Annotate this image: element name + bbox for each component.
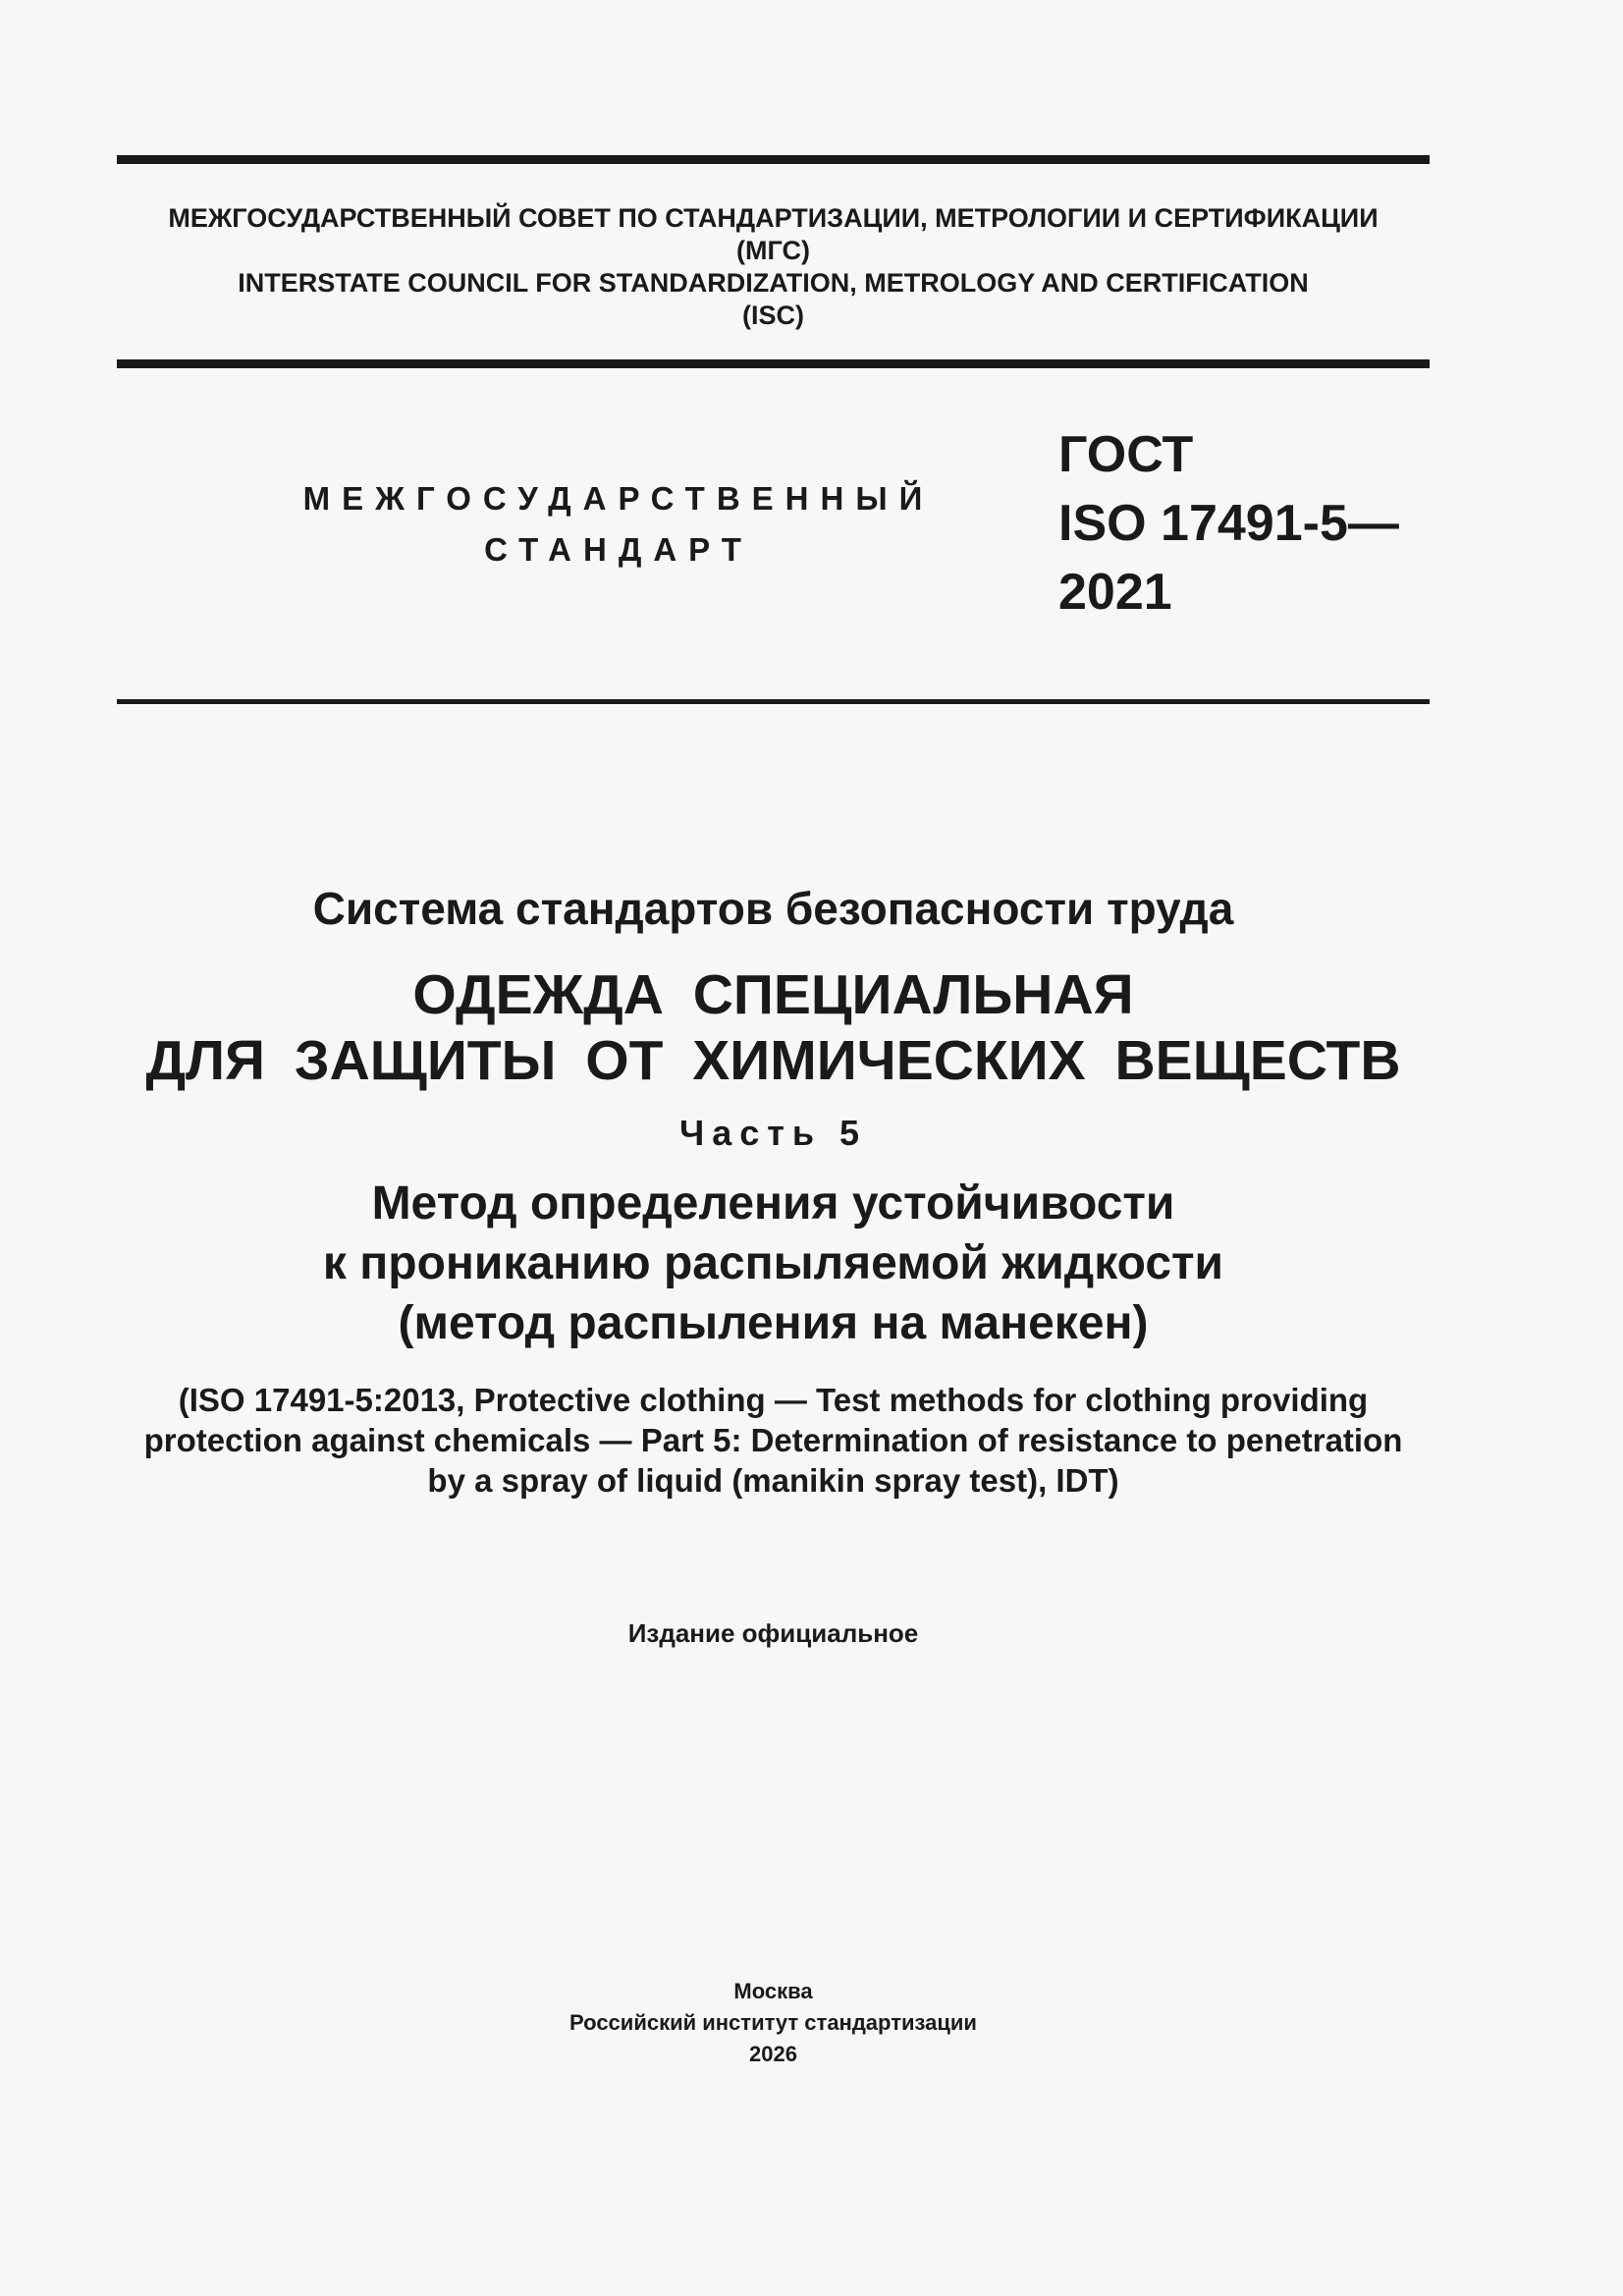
subtitle-line1: Метод определения устойчивости	[371, 1177, 1175, 1230]
publisher-block	[117, 1976, 1430, 2070]
standard-designation	[1058, 420, 1399, 627]
edition-text: Издание официальное	[627, 1618, 919, 1648]
designation-line3: 2021	[1058, 564, 1172, 621]
system-title	[117, 879, 1430, 938]
subtitle-line3: (метод распыления на манекен)	[398, 1297, 1149, 1349]
council-abbr-ru: (МГС)	[736, 236, 810, 265]
top-rule	[117, 155, 1430, 164]
edition-note	[117, 1616, 1430, 1650]
standard-type-label	[295, 473, 943, 575]
council-header	[117, 202, 1430, 332]
publisher-name: Российский институт стандартизации	[569, 2010, 977, 2035]
bottom-rule	[117, 699, 1430, 704]
publisher-city: Москва	[733, 1979, 813, 2003]
council-name-ru: МЕЖГОСУДАРСТВЕННЫЙ СОВЕТ ПО СТАНДАРТИЗАЦИИ, МЕТРОЛОГИИ И СЕРТИФИКАЦИИ	[168, 203, 1379, 233]
part-number	[117, 1110, 1430, 1157]
iso-reference	[117, 1380, 1430, 1501]
iso-reference-line3: by a spray of liquid (manikin spray test), IDT)	[427, 1462, 1119, 1499]
part-number-text: Часть 5	[678, 1113, 868, 1153]
main-title-line1: ОДЕЖДА СПЕЦИАЛЬНАЯ	[412, 963, 1134, 1026]
iso-reference-line1: (ISO 17491-5:2013, Protective clothing — Test methods for clothing providing	[178, 1382, 1369, 1418]
publisher-year: 2026	[749, 2042, 797, 2066]
middle-rule	[117, 359, 1430, 368]
council-abbr-en: (ISC)	[742, 301, 804, 330]
standard-type-line2: СТАНДАРТ	[484, 531, 753, 568]
main-title-line2: ДЛЯ ЗАЩИТЫ ОТ ХИМИЧЕСКИХ ВЕЩЕСТВ	[145, 1029, 1401, 1092]
council-name-en: INTERSTATE COUNCIL FOR STANDARDIZATION, METROLOGY AND CERTIFICATION	[238, 268, 1309, 298]
iso-reference-line2: protection against chemicals — Part 5: Determination of resistance to penetration	[143, 1422, 1403, 1458]
system-title-text: Система стандартов безопасности труда	[312, 883, 1234, 934]
designation-line1: ГОСТ	[1058, 426, 1194, 483]
subtitle-line2: к прониканию распыляемой жидкости	[322, 1237, 1224, 1289]
main-title	[117, 962, 1430, 1094]
standard-type-line1: МЕЖГОСУДАРСТВЕННЫЙ	[302, 480, 935, 517]
subtitle	[117, 1174, 1430, 1353]
designation-line2: ISO 17491-5—	[1058, 495, 1399, 552]
